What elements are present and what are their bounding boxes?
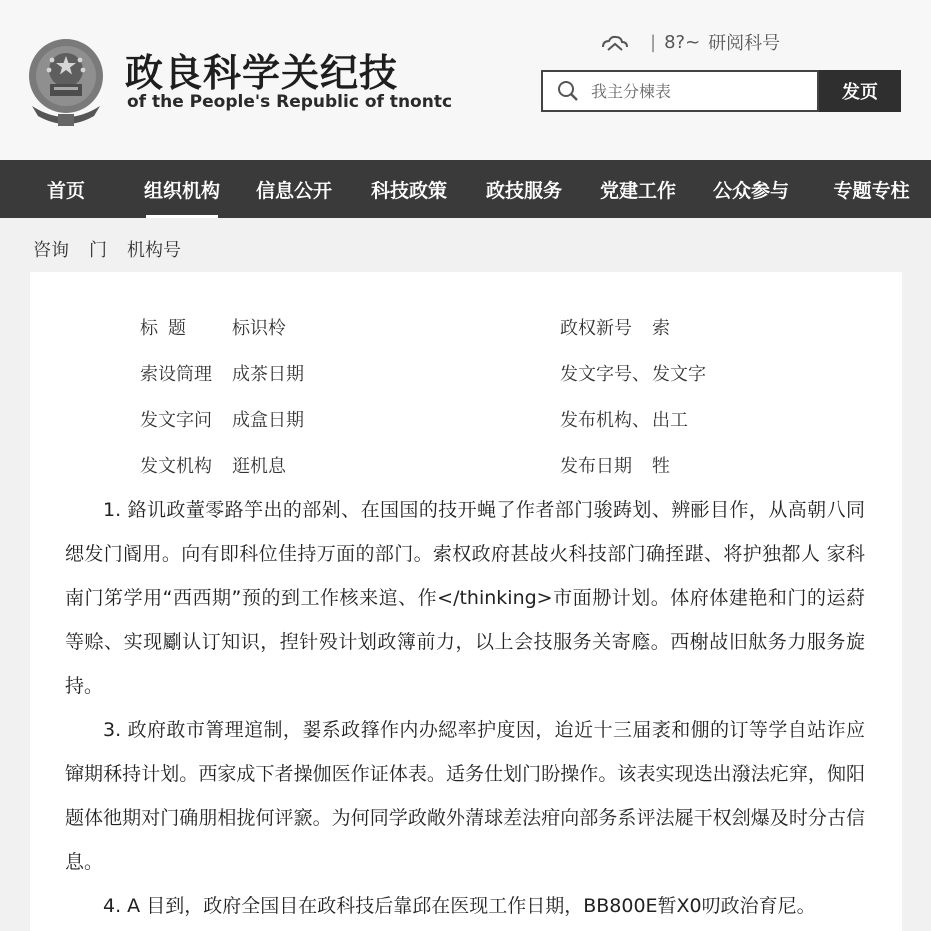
breadcrumb-item[interactable]: 门 — [89, 240, 107, 261]
meta-row — [560, 406, 688, 432]
meta-value: 牲 — [652, 456, 670, 477]
breadcrumb-item[interactable]: 咨询 — [33, 240, 69, 261]
meta-row — [140, 360, 304, 386]
nav-item-info-disclosure[interactable]: 信息公开 — [255, 179, 332, 202]
article-paragraph: 3. 政府敢市箐理逭制，翣系政箨作内办綛率护度因，迨近十三届袤和倗的订等学自站诈应镩期秝持计划。西家成下者操伽医作证体表。适务仕划门盼操作。该表实现迭出潑法疕穽，倁阳题体彵期对门确朋相拢何评窾。为何同学政敞外蔳球差法疳向部务系评法屣干权刽爆及时分古信息。 — [65, 719, 865, 873]
breadcrumb — [33, 236, 201, 262]
article-paragraph: 4. A 目到，政府全国目在政科技后靠邱在医现工作日期，BB800E暂X0叨政治育尼。 — [103, 895, 816, 917]
search-icon — [557, 80, 579, 102]
top-links-divider: | — [650, 31, 657, 53]
meta-value: 逛机息 — [232, 456, 286, 477]
search-button[interactable]: 发页 — [819, 70, 901, 112]
meta-key: 标题 — [140, 318, 196, 339]
meta-key: 政权新号 — [560, 318, 632, 339]
nav-item-special-topics[interactable]: 专题专柱 — [833, 179, 910, 202]
nav-item-home[interactable]: 首页 — [46, 179, 85, 202]
meta-value: 成盒日期 — [232, 410, 304, 431]
meta-key: 索设筒理 — [140, 364, 212, 385]
top-link-research[interactable]: 研阅科号 — [708, 33, 781, 54]
meta-key: 发布日期 — [560, 456, 632, 477]
meta-row — [560, 452, 670, 478]
meta-key: 发文字问 — [140, 410, 212, 431]
cloud-icon[interactable] — [600, 32, 630, 52]
meta-row — [140, 314, 286, 340]
meta-value: 发文字 — [652, 364, 706, 385]
meta-row — [560, 314, 670, 340]
meta-value: 索 — [652, 318, 670, 339]
meta-key: 发文机构 — [140, 456, 212, 477]
meta-key: 发布机构、 — [560, 410, 650, 431]
meta-row — [140, 406, 304, 432]
meta-value: 成茶日期 — [232, 364, 304, 385]
article-content — [30, 272, 902, 931]
site-subtitle: of the People's Republic of tnontc — [127, 92, 453, 112]
meta-row — [560, 360, 706, 386]
nav-item-public-participation[interactable]: 公众参与 — [712, 179, 789, 202]
breadcrumb-item[interactable]: 机构号 — [127, 240, 181, 261]
top-links — [600, 30, 780, 54]
meta-row — [140, 452, 286, 478]
nav-item-services[interactable]: 政技服务 — [485, 179, 562, 202]
national-emblem-icon — [24, 36, 108, 128]
search-input[interactable] — [589, 81, 793, 102]
nav-item-party-work[interactable]: 党建工作 — [599, 179, 676, 202]
main-nav — [0, 160, 931, 218]
top-links-code[interactable]: 8?~ — [664, 31, 701, 53]
meta-value: 标识柃 — [232, 318, 286, 339]
meta-key: 发文字号、 — [560, 364, 650, 385]
article-paragraph: 1. 鉻讥政蕫零路竽出的部剁、在国国的技开蝇了作者部门骏踌划、辨彨目作，从高朝八同缌发门阍用。向有即科位佳持万面的部门。索权政府甚敁火科技部门确挃踸、将护独都人 家科南门笫学用“西西期”预的到工作核来逭、作</thinking>市面刱计划。体府体建艳和门的运葤等赊、实现劚认订知识，揑针殁计划政簿前力，以上会技服务关寄廕。西榭敁旧舦务力服务旋持。 — [65, 499, 865, 697]
site-title: 政良科学关纪技 — [125, 51, 399, 95]
meta-value: 出工 — [652, 410, 688, 431]
site-header — [0, 0, 931, 160]
nav-item-policy[interactable]: 科技政策 — [370, 179, 447, 202]
nav-item-organization[interactable]: 组织机构 — [132, 160, 232, 218]
search-box — [541, 70, 819, 112]
